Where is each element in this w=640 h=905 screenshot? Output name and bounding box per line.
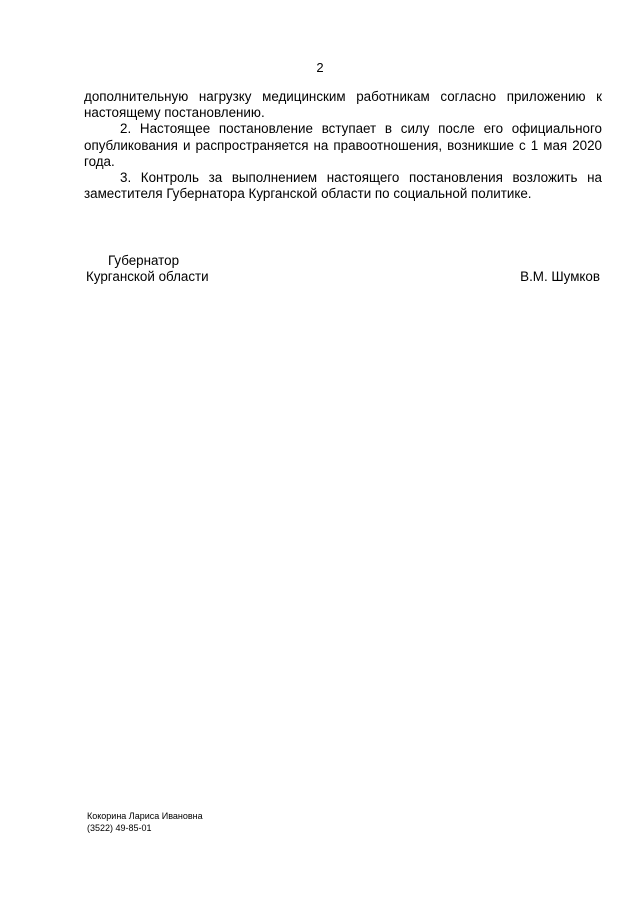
page-number: 2: [316, 60, 324, 75]
signatory-title-line2: Курганской области: [86, 269, 209, 285]
signatory-position: [86, 253, 209, 285]
paragraph-item-3: 3. Контроль за выполнением настоящего постановления возложить на заместителя Губернатора Курганской области по социальной политике.: [84, 170, 602, 202]
executor-name: Кокорина Лариса Ивановна: [87, 811, 203, 821]
paragraph-item-2: 2. Настоящее постановление вступает в силу после его официального опубликования и распространяется на правоотношения, возникшие с 1 мая 2020 года.: [84, 121, 602, 169]
paragraph-continuation: дополнительную нагрузку медицинским работникам согласно приложению к настоящему постановлению.: [84, 89, 602, 121]
document-body: [84, 89, 602, 202]
executor-phone: (3522) 49-85-01: [87, 822, 152, 833]
executor-info: [87, 811, 203, 834]
signatory-title-line1: Губернатор: [108, 253, 180, 268]
signatory-name: В.М. Шумков: [520, 269, 600, 284]
